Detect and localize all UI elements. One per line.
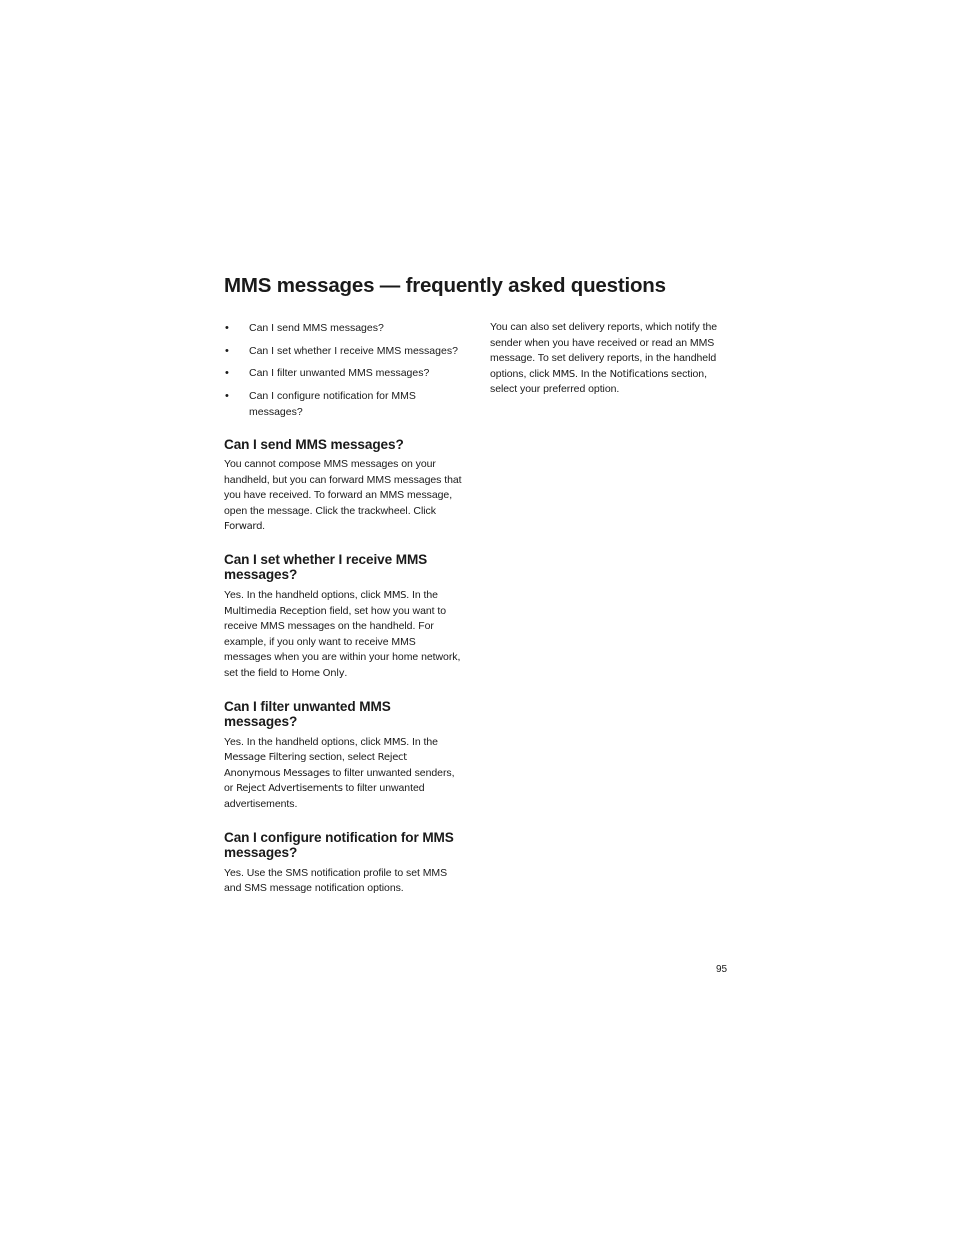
bullet-icon: • (225, 344, 229, 357)
ui-term-notifications: Notifications (609, 368, 669, 380)
question-list (224, 320, 464, 420)
bullet-icon: • (225, 367, 229, 379)
section-notification (224, 830, 464, 897)
section-filter (224, 699, 464, 813)
page-title: MMS messages — frequently asked questions (224, 274, 666, 297)
ui-term-forward: Forward (224, 521, 263, 533)
page-number: 95 (716, 964, 728, 975)
list-item: • Can I set whether I receive MMS messages? (225, 344, 458, 357)
list-item: • Can I send MMS messages? (225, 322, 384, 334)
list-item: • Can I configure notification for MMS messages? (225, 389, 416, 418)
section-heading: Can I send MMS messages? (224, 436, 404, 452)
section-heading: Can I configure notification for MMS messages? (224, 829, 454, 860)
section-receive (224, 552, 464, 682)
left-column (224, 320, 464, 897)
section-body: You cannot compose MMS messages on your handheld, but you can forward MMS messages that you have received. To forward an MMS message, open the message. Click the trackwheel. Click Forward. (224, 458, 462, 533)
ui-term-mms: MMS (383, 589, 407, 601)
section-body: Yes. In the handheld options, click MMS. In the Message Filtering section, select Reject Anonymous Messages to filter unwanted senders, or Reject Advertisements to filter unwanted advertisements. (224, 735, 455, 810)
ui-term-reject-advertisements: Reject Advertisements (236, 783, 343, 795)
ui-term-mms: MMS (383, 736, 407, 748)
section-heading: Can I filter unwanted MMS messages? (224, 698, 391, 730)
bullet-icon: • (225, 322, 229, 334)
bullet-icon: • (225, 389, 229, 402)
right-column (490, 320, 730, 398)
ui-term-home-only: Home Only (291, 667, 345, 679)
ui-term-multimedia-reception: Multimedia Reception (224, 605, 327, 617)
section-body: Yes. Use the SMS notification profile to set MMS and SMS message notification options. (224, 866, 448, 895)
section-send (224, 437, 464, 535)
ui-term-message-filtering: Message Filtering (224, 752, 307, 764)
section-heading: Can I set whether I receive MMS messages? (224, 551, 428, 583)
delivery-reports-paragraph: You can also set delivery reports, which notify the sender when you have received or read an MMS message. To set delivery reports, in the handheld options, click MMS. In the Notifications section, select your preferred option. (490, 321, 718, 396)
list-item: • Can I filter unwanted MMS messages? (225, 367, 430, 379)
ui-term-reject-anonymous: Reject Anonymous Messages (224, 752, 407, 779)
ui-term-mms: MMS (552, 368, 575, 380)
section-body: Yes. In the handheld options, click MMS. In the Multimedia Reception field, set how you want to receive MMS messages on the handheld. For example, if you only want to receive MMS messages when you are within your home network, set the field to Home Only. (224, 588, 461, 679)
